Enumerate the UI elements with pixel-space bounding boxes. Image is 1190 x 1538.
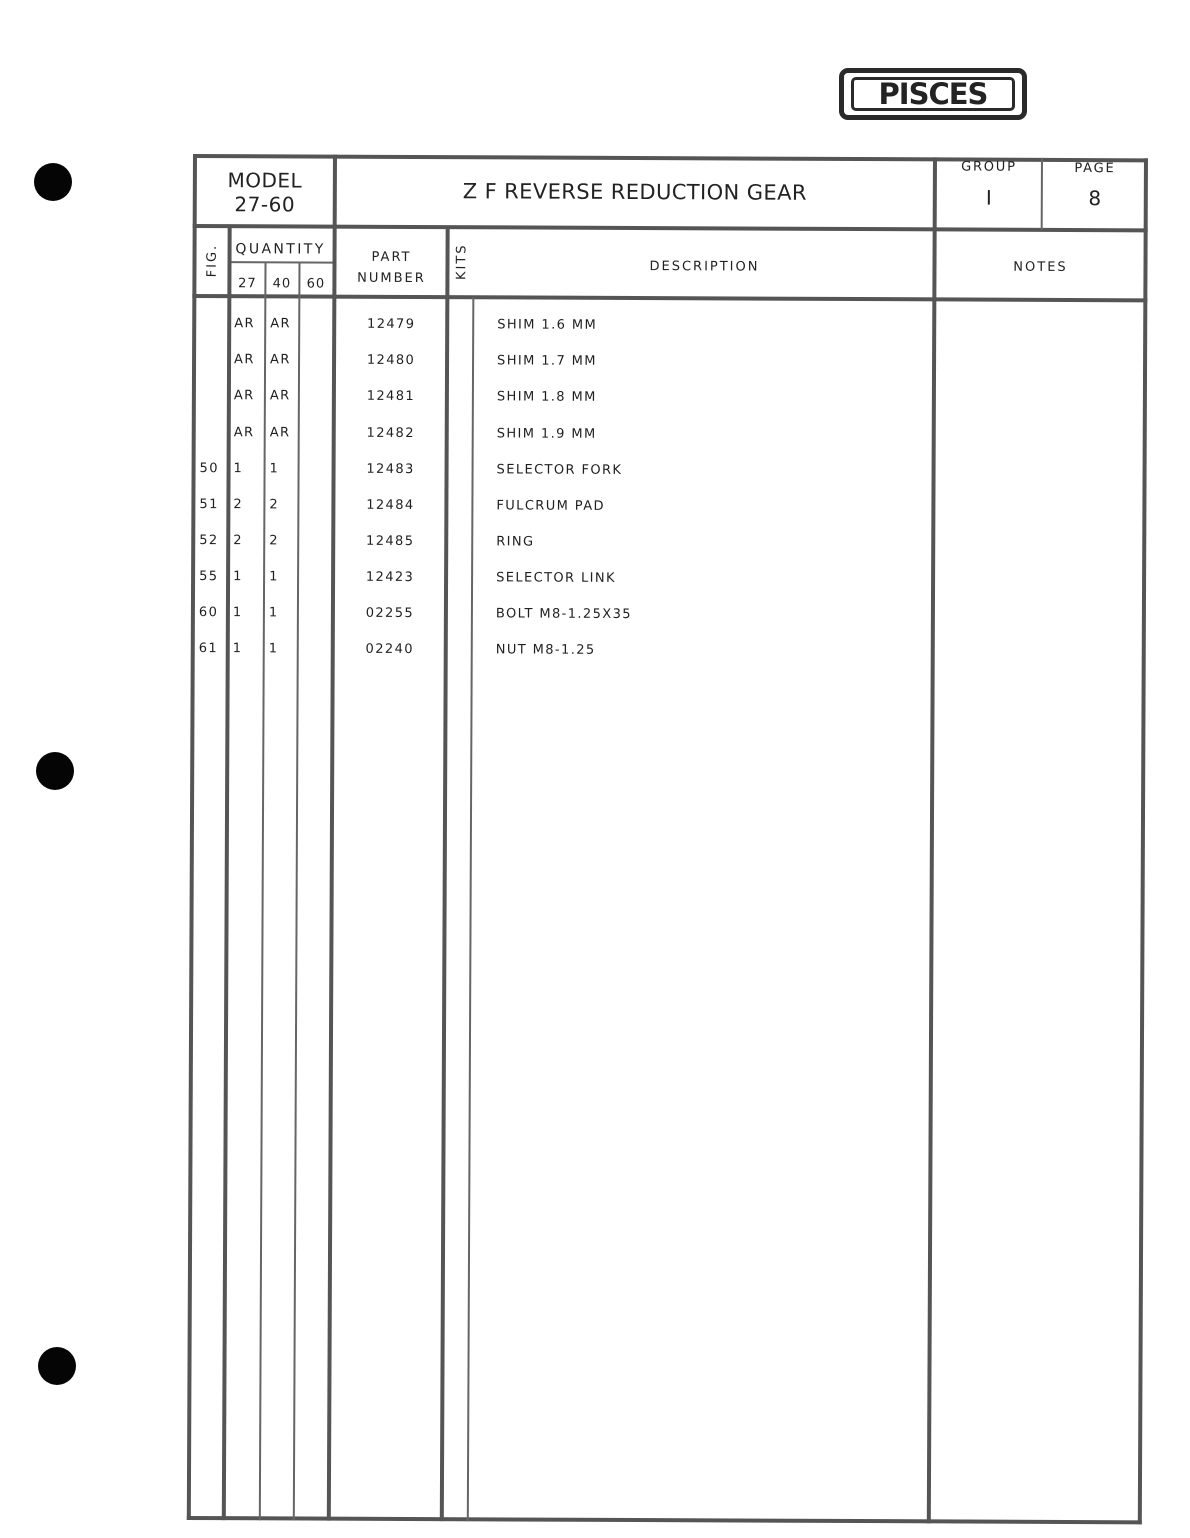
row-qty-27: 2 <box>233 497 244 513</box>
table-row <box>192 421 1147 449</box>
group-label: GROUP <box>961 159 1017 175</box>
column-header-qty-40: 40 <box>272 276 292 292</box>
punch-hole-top <box>34 163 72 201</box>
row-fig: 51 <box>199 497 219 513</box>
row-part-number: 12483 <box>366 461 415 478</box>
row-part-number: 12481 <box>366 388 416 405</box>
row-qty-27: AR <box>233 388 255 404</box>
table-row <box>192 312 1147 340</box>
row-fig: 55 <box>199 569 219 585</box>
row-qty-27: 1 <box>232 641 243 657</box>
row-qty-40: AR <box>270 352 291 368</box>
model-box <box>197 168 333 217</box>
table-row <box>191 601 1146 629</box>
row-fig: 50 <box>199 461 219 477</box>
row-part-number: 12479 <box>367 316 416 333</box>
row-qty-40: AR <box>269 425 291 441</box>
row-qty-40: 1 <box>268 605 279 621</box>
punch-hole-middle <box>36 752 74 790</box>
table-row <box>191 637 1146 665</box>
qty27-qty40-divider <box>259 262 267 1520</box>
row-qty-27: AR <box>233 425 255 441</box>
row-description: SHIM 1.9 MM <box>496 426 597 442</box>
row-description: SHIM 1.8 MM <box>496 389 597 405</box>
row-part-number: 02255 <box>365 605 415 622</box>
quantity-subdivider <box>229 261 333 263</box>
row-description: SELECTOR LINK <box>496 570 616 586</box>
table-row <box>192 457 1147 485</box>
row-description: RING <box>496 534 535 550</box>
row-qty-40: 1 <box>269 569 279 585</box>
column-header-kits: KITS <box>453 242 470 280</box>
row-qty-40: 2 <box>269 497 280 513</box>
column-header-quantity: QUANTITY <box>235 241 326 258</box>
row-qty-27: AR <box>234 316 255 332</box>
parts-list-form <box>187 154 1148 1524</box>
table-row <box>191 565 1146 593</box>
row-description: SELECTOR FORK <box>496 462 623 478</box>
brand-logo <box>839 68 1027 120</box>
qty40-qty60-divider <box>293 262 301 1520</box>
row-qty-40: 2 <box>269 533 279 549</box>
table-row <box>192 348 1147 376</box>
row-qty-27: 1 <box>233 569 243 585</box>
row-description: NUT M8-1.25 <box>495 642 596 658</box>
table-row <box>191 529 1146 557</box>
row-qty-40: 1 <box>268 641 279 657</box>
row-part-number: 12423 <box>365 569 415 586</box>
page-title: Z F REVERSE REDUCTION GEAR <box>462 179 807 205</box>
row-part-number: 12485 <box>366 533 415 550</box>
group-page-divider <box>1041 158 1043 230</box>
brand-logo-frame <box>851 77 1015 111</box>
row-qty-27: 1 <box>232 605 243 621</box>
model-label: MODEL <box>227 168 303 193</box>
row-part-number: 12482 <box>366 425 415 442</box>
row-fig: 61 <box>198 641 219 657</box>
row-qty-40: AR <box>270 316 291 332</box>
brand-logo-text: PISCES <box>878 76 988 111</box>
row-part-number: 02240 <box>365 641 414 658</box>
column-header-fig: FIG. <box>204 243 221 277</box>
punch-hole-bottom <box>38 1347 76 1385</box>
column-header-description: DESCRIPTION <box>649 259 760 275</box>
group-value: I <box>985 185 992 210</box>
row-qty-40: 1 <box>269 461 280 477</box>
row-description: FULCRUM PAD <box>496 498 605 514</box>
column-header-qty-60: 60 <box>306 276 326 292</box>
table-row <box>191 493 1146 521</box>
row-part-number: 12480 <box>366 352 416 369</box>
column-header-qty-27: 27 <box>238 276 257 292</box>
row-qty-27: 2 <box>233 533 243 549</box>
row-fig: 52 <box>199 533 219 549</box>
row-qty-40: AR <box>269 388 291 404</box>
row-description: SHIM 1.7 MM <box>497 353 597 369</box>
row-fig: 60 <box>198 605 219 621</box>
column-header-notes: NOTES <box>1013 259 1068 275</box>
row-part-number: 12484 <box>366 497 415 514</box>
column-header-part-number: PART NUMBER <box>357 249 426 287</box>
row-description: SHIM 1.6 MM <box>497 317 598 333</box>
row-description: BOLT M8-1.25X35 <box>495 606 632 622</box>
row-qty-27: AR <box>234 352 255 368</box>
row-qty-27: 1 <box>233 461 244 477</box>
table-row <box>192 384 1147 412</box>
page-number: 8 <box>1088 186 1102 211</box>
page-label: PAGE <box>1074 160 1116 177</box>
model-value: 27-60 <box>234 192 296 217</box>
